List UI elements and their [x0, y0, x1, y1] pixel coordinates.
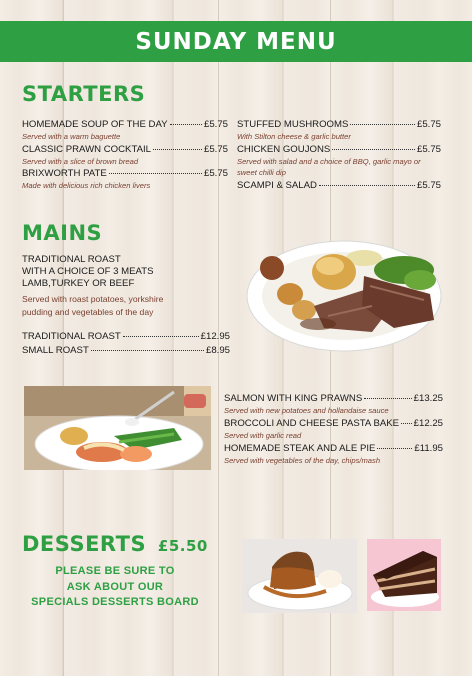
menu-item: SALMON WITH KING PRAWNS £13.25 [224, 393, 443, 404]
menu-item: CLASSIC PRAWN COCKTAIL £5.75 [22, 144, 228, 155]
roast-title-line: LAMB,TURKEY OR BEEF [22, 278, 135, 289]
item-description: Served with new potatoes and hollandaise sauce [224, 406, 389, 415]
menu-item: SCAMPI & SALAD £5.75 [237, 180, 441, 191]
menu-item: TRADITIONAL ROAST £12.95 [22, 331, 230, 342]
menu-item: CHICKEN GOUJONS £5.75 [237, 144, 441, 155]
menu-item: BRIXWORTH PATE £5.75 [22, 168, 228, 179]
item-description: Served with a warm baguette [22, 132, 121, 141]
desserts-note: PLEASE BE SURE TO ASK ABOUT OUR SPECIALS DESSERTS BOARD [31, 565, 199, 608]
item-description: Made with delicious rich chicken livers [22, 181, 151, 190]
pudding-photo [242, 539, 357, 613]
starters-heading: STARTERS [22, 82, 146, 106]
desserts-price: £5.50 [157, 537, 208, 555]
item-description: pudding and vegetables of the day [22, 307, 154, 317]
header-banner [0, 21, 472, 62]
page-title: SUNDAY MENU [135, 28, 337, 55]
menu-item: SMALL ROAST £8.95 [22, 345, 230, 356]
menu-item: HOMEMADE SOUP OF THE DAY £5.75 [22, 119, 228, 130]
menu-item: STUFFED MUSHROOMS £5.75 [237, 119, 441, 130]
mains-heading: MAINS [22, 221, 103, 245]
menu-item: HOMEMADE STEAK AND ALE PIE £11.95 [224, 443, 443, 454]
salmon-photo [24, 386, 211, 470]
item-description: Served with roast potatoes, yorkshire [22, 294, 164, 304]
item-description: Served with garlic read [224, 431, 302, 440]
chocolate-cake-photo [367, 539, 441, 611]
menu-item: BROCCOLI AND CHEESE PASTA BAKE £12.25 [224, 418, 443, 429]
roast-dinner-photo [244, 236, 444, 354]
roast-title-line: TRADITIONAL ROAST [22, 254, 121, 265]
item-description: sweet chilli dip [237, 168, 286, 177]
item-description: Served with a slice of brown bread [22, 157, 139, 166]
desserts-heading: DESSERTS £5.50 [22, 532, 208, 556]
roast-title-line: WITH A CHOICE OF 3 MEATS [22, 266, 154, 277]
item-description: Served with salad and a choice of BBQ, garlic mayo or [237, 157, 421, 166]
item-description: With Stilton cheese & garlic butter [237, 132, 351, 141]
item-description: Served with vegetables of the day, chips/mash [224, 456, 381, 465]
